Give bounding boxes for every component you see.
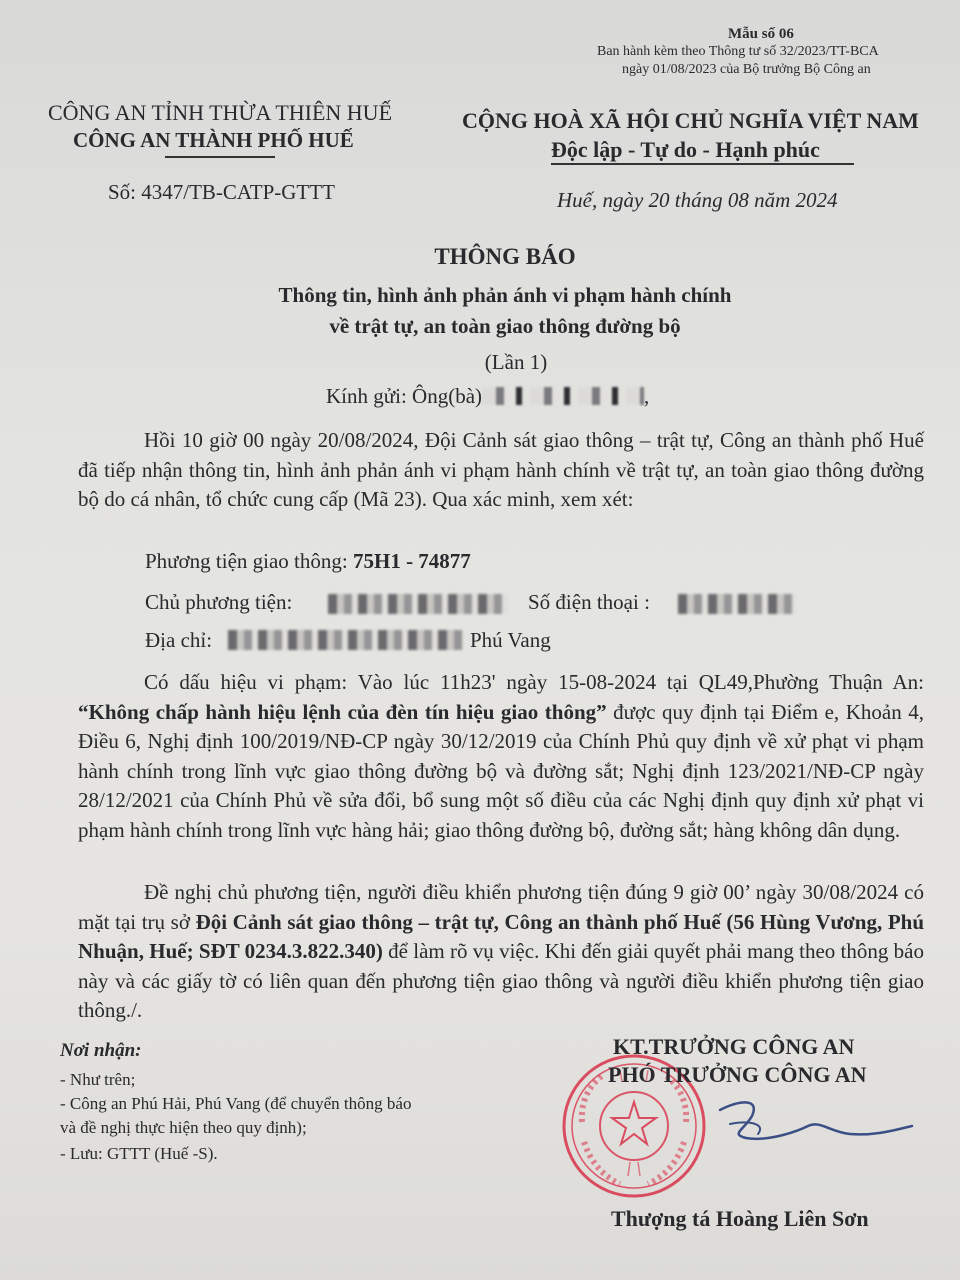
- national-motto: Độc lập - Tự do - Hạnh phúc: [551, 137, 820, 162]
- document-title: THÔNG BÁO: [434, 244, 576, 269]
- signature-role-line2: PHÓ TRƯỞNG CÔNG AN: [608, 1062, 867, 1087]
- recipients-line1: - Như trên;: [60, 1070, 136, 1089]
- form-number: Mẫu số 06: [728, 26, 794, 42]
- agency-underline: [165, 156, 275, 158]
- address-tail: Phú Vang: [470, 628, 551, 652]
- address-label: Địa chỉ:: [145, 628, 213, 652]
- phone-label: Số điện thoại :: [528, 590, 650, 614]
- recipients-line3: và đề nghị thực hiện theo quy định);: [60, 1118, 307, 1137]
- owner-field: [145, 590, 292, 615]
- nation-name: CỘNG HOÀ XÃ HỘI CHỦ NGHĨA VIỆT NAM: [462, 108, 919, 133]
- recipient-redacted: [482, 387, 644, 405]
- violation-intro: Có dấu hiệu vi phạm: Vào lúc 11h23' ngày 15-08-2024 tại QL49,Phường Thuận An:: [144, 670, 924, 694]
- recipient-prefix: Kính gửi: Ông(bà): [326, 384, 483, 408]
- recipients-line4: - Lưu: GTTT (Huế -S).: [60, 1144, 218, 1163]
- form-issued-date: ngày 01/08/2023 của Bộ trưởng Bộ Công an: [622, 62, 871, 77]
- recipients-line2: - Công an Phú Hải, Phú Vang (để chuyển thông báo: [60, 1094, 412, 1113]
- vehicle-label: Phương tiện giao thông:: [145, 549, 353, 573]
- form-issued-with: Ban hành kèm theo Thông tư số 32/2023/TT-BCA: [597, 44, 879, 59]
- document-subtitle-line1: Thông tin, hình ảnh phản ánh vi phạm hành chính: [278, 283, 732, 307]
- signer-name: Thượng tá Hoàng Liên Sơn: [611, 1206, 869, 1231]
- violation-act: “Không chấp hành hiệu lệnh của đèn tín hiệu giao thông”: [78, 699, 607, 724]
- vehicle-field: [145, 549, 471, 574]
- agency-parent: CÔNG AN TỈNH THỪA THIÊN HUẾ: [48, 100, 393, 125]
- intro-paragraph: Hồi 10 giờ 00 ngày 20/08/2024, Đội Cảnh sát giao thông – trật tự, Công an thành phố Huế đã tiếp nhận thông tin, hình ảnh phản ánh vi phạm hành chính về trật tự, an toàn giao thông đường bộ do cá nhân, tổ chức cung cấp (Mã 23). Qua xác minh, xem xét:: [78, 428, 924, 511]
- signature-scribble-icon: [700, 1090, 920, 1170]
- address-field: [145, 628, 212, 653]
- phone-field: [528, 590, 650, 615]
- place-date: Huế, ngày 20 tháng 08 năm 2024: [557, 188, 838, 212]
- phone-redacted: [678, 594, 796, 614]
- violation-legal-basis: được quy định tại Điểm e, Khoản 4, Điều 6, Nghị định 100/2019/NĐ-CP ngày 30/12/2019 của Chính Phủ quy định về xử phạt vi phạm hành chính trong lĩnh vực giao thông đường bộ và đường sắt; Nghị định 123/2021/NĐ-CP ngày 28/12/2021 của Chính Phủ về sửa đổi, bổ sung một số điều của các Nghị định quy định xử phạt vi phạm hành chính trong lĩnh vực hàng hải; giao thông đường bộ, đường sắt; hàng không dân dụng.: [78, 699, 924, 842]
- owner-label: Chủ phương tiện:: [145, 590, 293, 614]
- request-paragraph: [78, 878, 924, 1026]
- owner-redacted: [328, 594, 508, 614]
- document-number: Số: 4347/TB-CATP-GTTT: [108, 180, 335, 204]
- vehicle-plate: 75H1 - 74877: [352, 549, 471, 573]
- address-redacted: [228, 630, 464, 650]
- signature-role-line1: KT.TRƯỞNG CÔNG AN: [613, 1034, 855, 1059]
- request-office: Đội Cảnh sát giao thông – trật tự, Công an thành phố Huế (56 Hùng Vương, Phú Nhuận, Huế; SĐT 0234.3.822.340): [78, 909, 925, 963]
- motto-underline: [551, 163, 854, 165]
- request-part1: Đề nghị chủ phương tiện, người điều khiển phương tiện đúng 9 giờ 00’ ngày 30/08/2024 có mặt tại trụ sở: [78, 880, 924, 934]
- document-subtitle-line2: về trật tự, an toàn giao thông đường bộ: [329, 314, 681, 338]
- violation-paragraph: [78, 668, 924, 845]
- agency-name: CÔNG AN THÀNH PHỐ HUẾ: [73, 128, 354, 152]
- request-part2: để làm rõ vụ việc. Khi đến giải quyết phải mang theo thông báo này và các giấy tờ có liên quan đến phương tiện giao thông và người điều khiển phương tiện giao thông./.: [78, 939, 924, 1022]
- recipient-line: [326, 384, 649, 409]
- recipient-suffix: ,: [644, 384, 650, 408]
- notice-round: (Lần 1): [484, 350, 548, 374]
- recipients-title: Nơi nhận:: [60, 1040, 142, 1061]
